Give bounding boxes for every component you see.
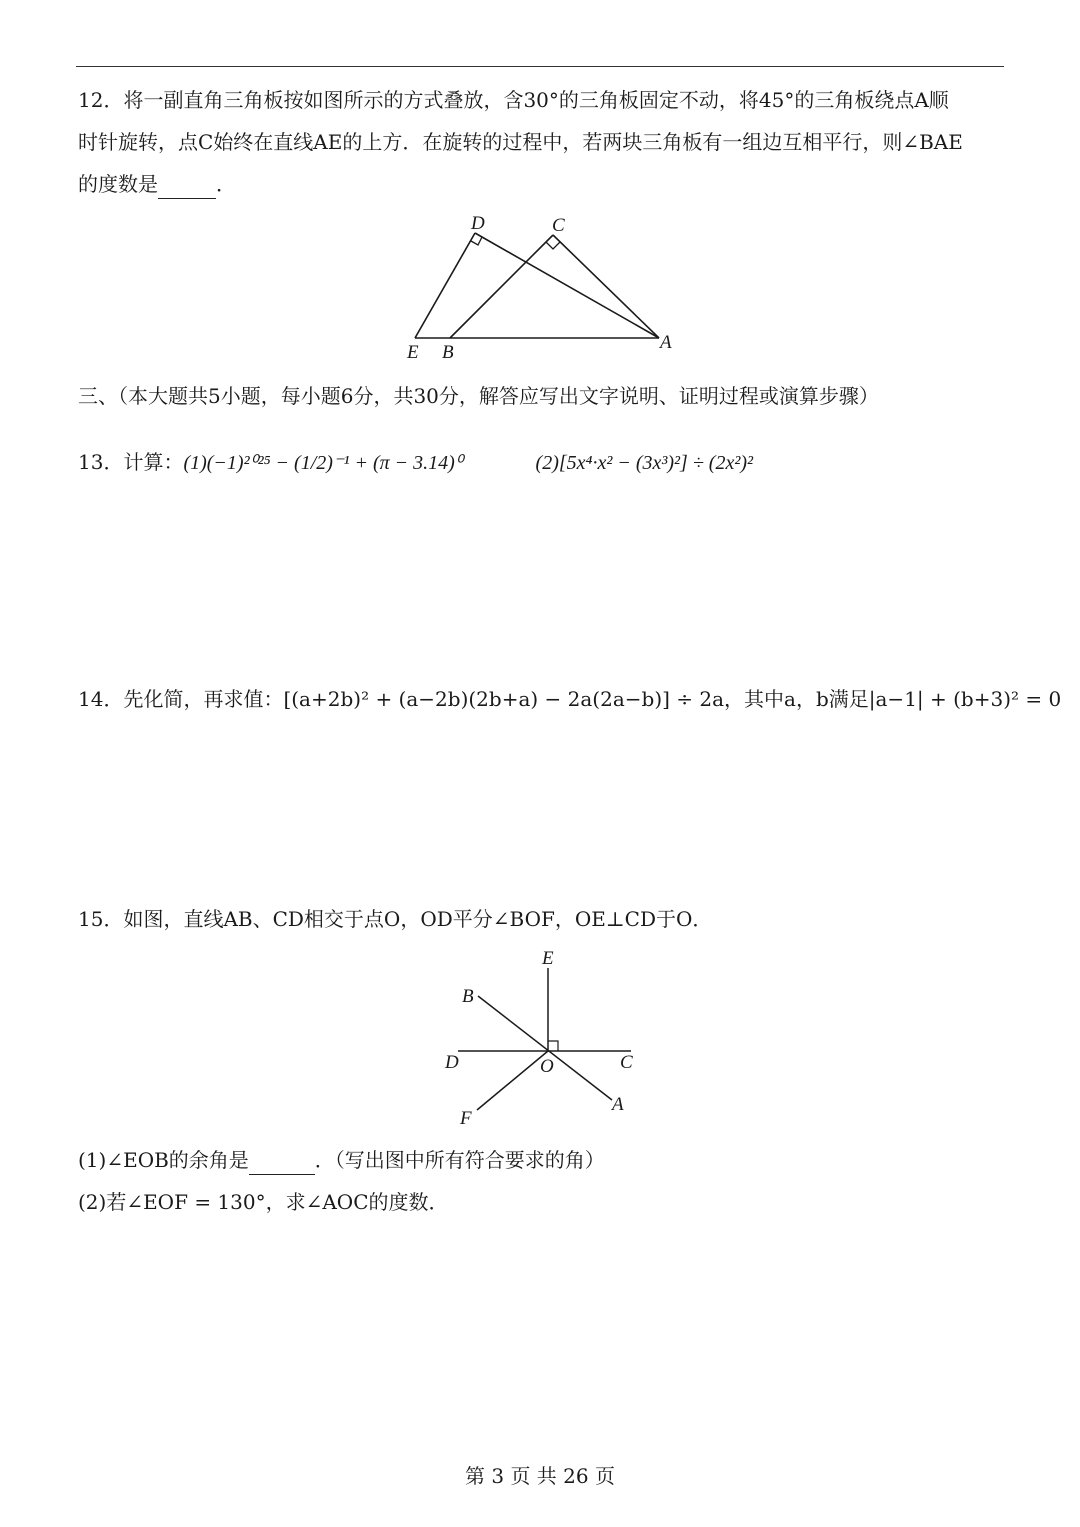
q13-part-2: (2)[5x⁴·x² − (3x³)²] ÷ (2x²)² (535, 452, 753, 474)
q12-line-3-suffix: ． (216, 172, 236, 196)
q15-label-a: A (612, 1094, 624, 1115)
q15-lines-figure (430, 940, 660, 1135)
q12-label-c: C (552, 215, 565, 236)
q12-label-b: B (442, 342, 454, 363)
q15-line: 15．如图，直线AB、CD相交于点O，OD平分∠BOF，OE⊥CD于O． (78, 907, 713, 931)
q15-label-c: C (620, 1052, 633, 1073)
q12-line-2: 时针旋转，点C始终在直线AE的上方．在旋转的过程中，若两块三角板有一组边互相平行，则∠BAE (78, 130, 963, 154)
q14-line: 14．先化简，再求值：[(a+2b)² + (a−2b)(2b+a) − 2a(2a−b)] ÷ 2a，其中a，b满足|a−1| + (b+3)² = 0 (78, 687, 1062, 711)
q15-label-e: E (542, 948, 554, 969)
q13-line (78, 448, 753, 477)
q15-part-1-suffix: ．（写出图中所有符合要求的角） (314, 1148, 605, 1172)
q13-part-1: (1)(−1)²⁰²⁵ − (1/2)⁻¹ + (π − 3.14)⁰ (183, 452, 463, 474)
q15-label-d: D (445, 1052, 459, 1073)
q12-label-a: A (660, 332, 672, 353)
q15-part-1 (78, 1146, 605, 1175)
q12-answer-blank (158, 170, 216, 199)
q15-part-2: (2)若∠EOF = 130°，求∠AOC的度数． (78, 1190, 449, 1214)
q13-label: 13．计算： (78, 450, 184, 474)
q12-line-3 (78, 170, 236, 199)
q15-part-1-prefix: (1)∠EOB的余角是 (78, 1148, 249, 1172)
q15-label-b: B (462, 986, 474, 1007)
q12-triangle-figure (395, 205, 695, 365)
q12-line-1: 12．将一副直角三角板按如图所示的方式叠放，含30°的三角板固定不动，将45°的三角板绕点A顺 (78, 88, 949, 112)
page-footer: 第 3 页 共 26 页 (465, 1464, 615, 1488)
section-3-heading: 三、（本大题共5小题，每小题6分，共30分，解答应写出文字说明、证明过程或演算步骤） (78, 384, 879, 408)
q15-answer-blank (249, 1146, 315, 1175)
top-rule (76, 66, 1004, 67)
q15-label-o: O (540, 1056, 554, 1077)
q12-label-e: E (407, 342, 419, 363)
q12-line-3-prefix: 的度数是 (78, 172, 158, 196)
q15-label-f: F (460, 1108, 472, 1129)
q12-label-d: D (471, 213, 485, 234)
